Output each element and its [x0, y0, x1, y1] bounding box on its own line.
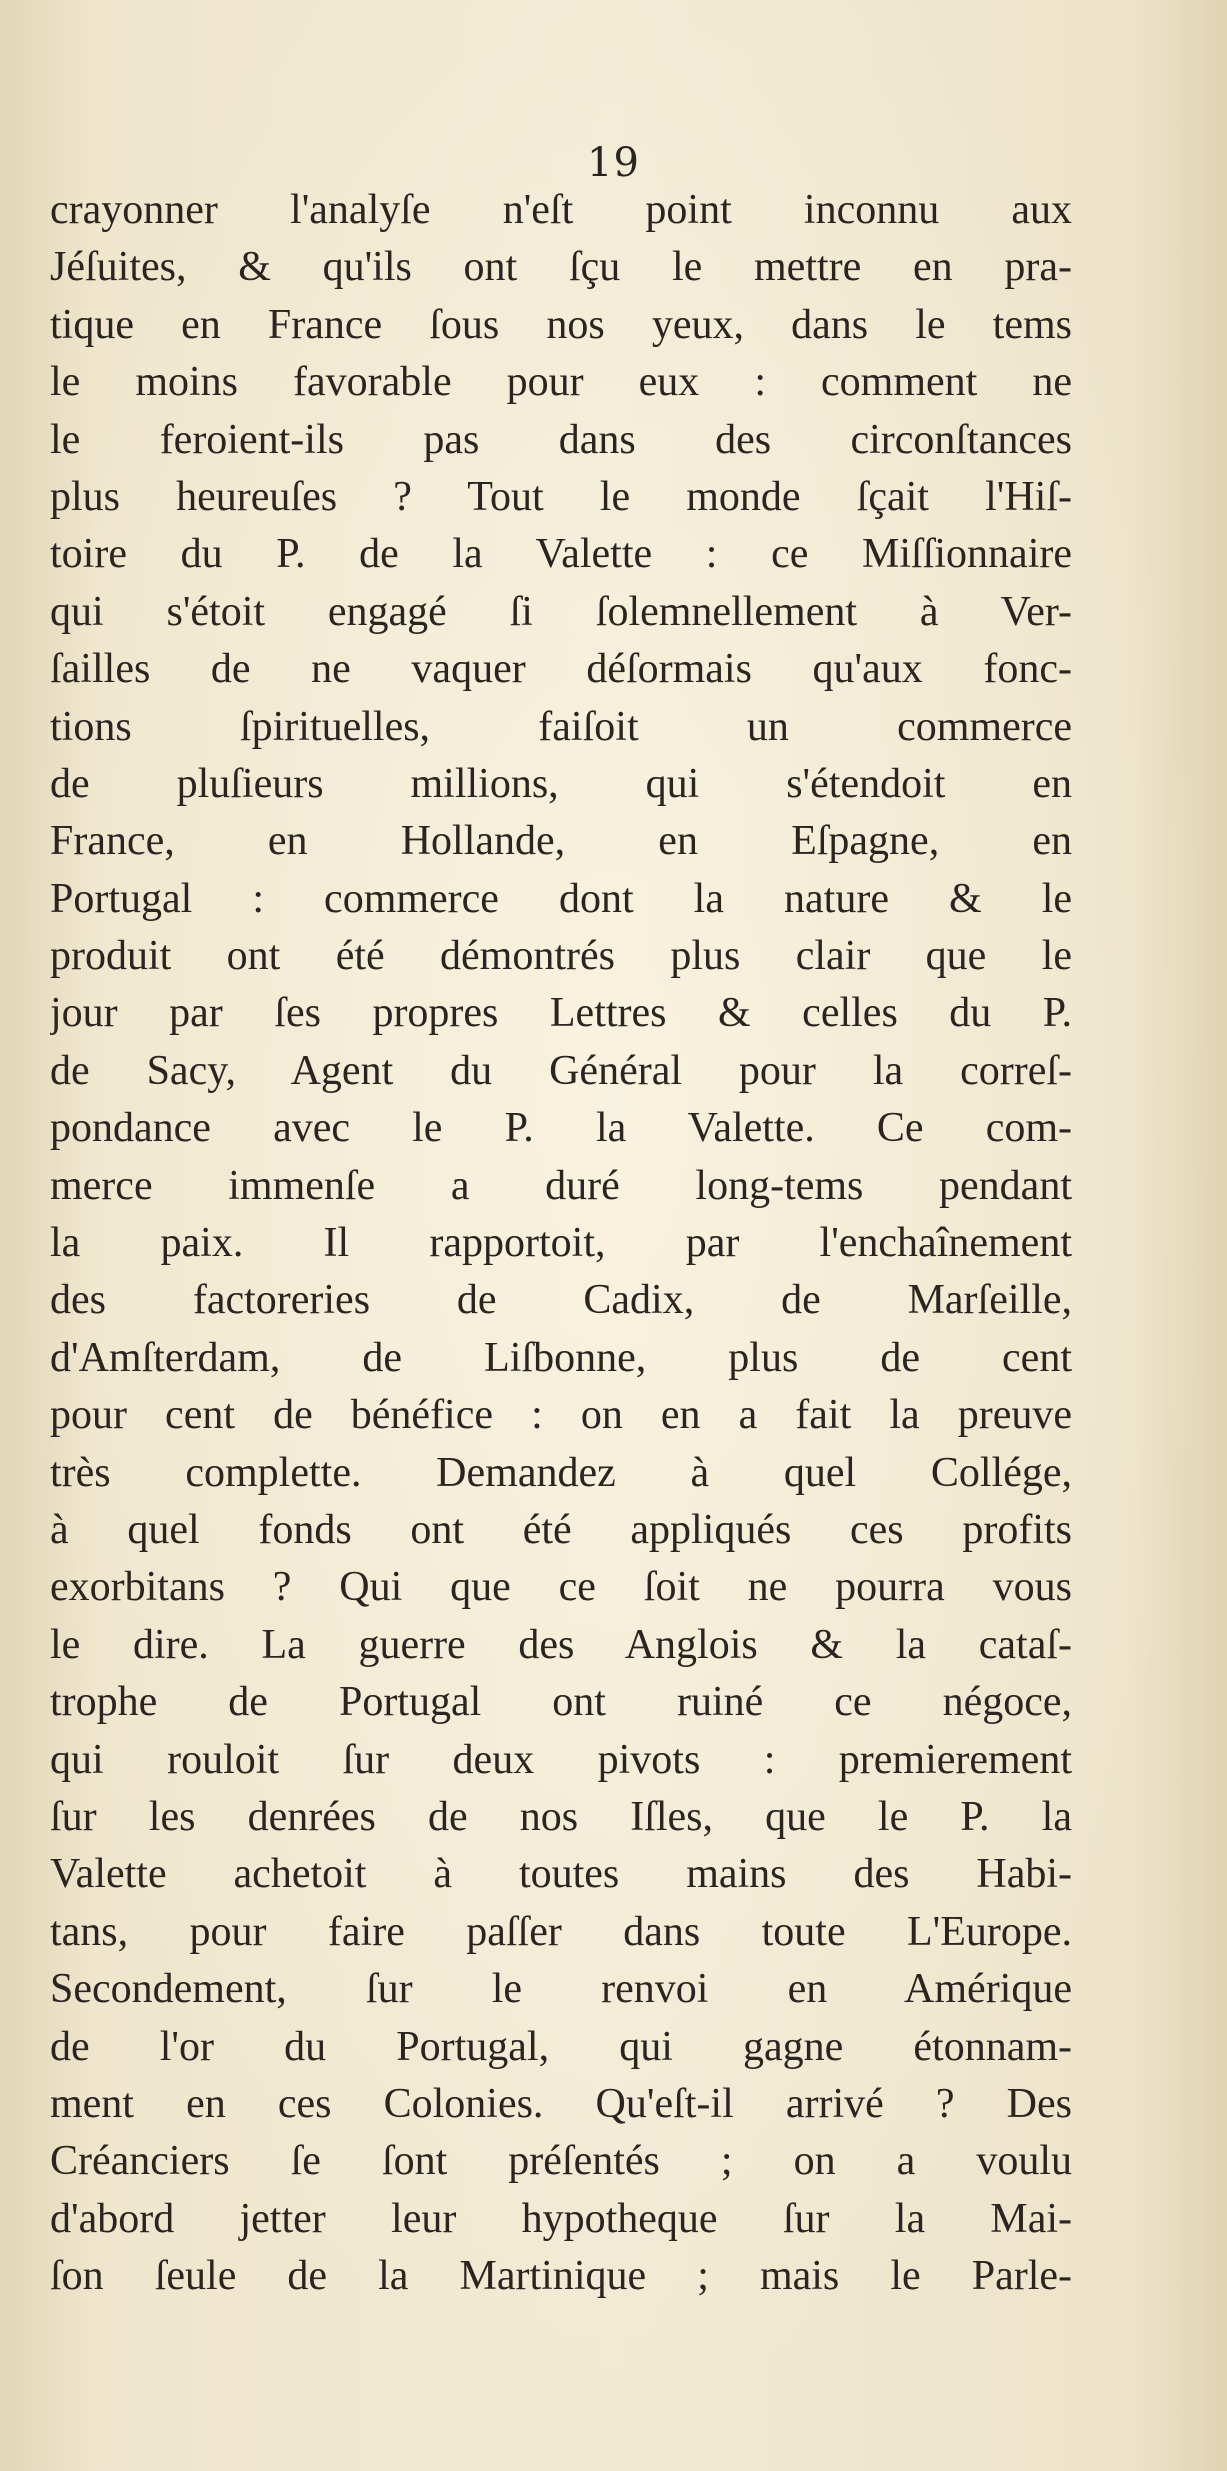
text-line: Jéſuites, & qu'ils ont ſçu le mettre en pra-	[50, 244, 1072, 291]
text-line: des factoreries de Cadix, de Marſeille,	[50, 1277, 1072, 1324]
text-line: ſon ſeule de la Martinique ; mais le Parle-	[50, 2253, 1072, 2300]
text-line: pondance avec le P. la Valette. Ce com-	[50, 1105, 1072, 1152]
text-line: qui s'étoit engagé ſi ſolemnellement à Ver-	[50, 588, 1072, 635]
text-line: d'Amſterdam, de Liſbonne, plus de cent	[50, 1334, 1072, 1381]
text-line: pour cent de bénéfice : on en a fait la preuve	[50, 1392, 1072, 1439]
text-line: jour par ſes propres Lettres & celles du P.	[50, 990, 1072, 1037]
text-line: tions ſpirituelles, faiſoit un commerce	[50, 703, 1072, 750]
text-line: merce immenſe a duré long-tems pendant	[50, 1162, 1072, 1209]
text-line: Valette achetoit à toutes mains des Habi-	[50, 1851, 1072, 1898]
text-line: de pluſieurs millions, qui s'étendoit en	[50, 760, 1072, 807]
text-line: trophe de Portugal ont ruiné ce négoce,	[50, 1679, 1072, 1726]
text-line: de l'or du Portugal, qui gagne étonnam-	[50, 2023, 1072, 2070]
text-line: qui rouloit ſur deux pivots : premierement	[50, 1736, 1072, 1783]
text-line: toire du P. de la Valette : ce Miſſionnaire	[50, 531, 1072, 578]
text-line: d'abord jetter leur hypotheque ſur la Mai-	[50, 2195, 1072, 2242]
text-line: ſailles de ne vaquer déſormais qu'aux fonc-	[50, 646, 1072, 693]
page-number: 19	[587, 140, 640, 186]
text-line: plus heureuſes ? Tout le monde ſçait l'Hiſ-	[50, 473, 1072, 520]
body-text	[50, 182, 1072, 2305]
text-line: le moins favorable pour eux : comment ne	[50, 359, 1072, 406]
text-line: le dire. La guerre des Anglois & la cataſ-	[50, 1621, 1072, 1668]
text-line: de Sacy, Agent du Général pour la correſ-	[50, 1047, 1072, 1094]
text-line: le feroient-ils pas dans des circonſtances	[50, 416, 1072, 463]
text-line: Portugal : commerce dont la nature & le	[50, 875, 1072, 922]
text-line: très complette. Demandez à quel Collége,	[50, 1449, 1072, 1496]
text-line: Secondement, ſur le renvoi en Amérique	[50, 1966, 1072, 2013]
text-line: ſur les denrées de nos Iſles, que le P. la	[50, 1793, 1072, 1840]
text-line: tans, pour faire paſſer dans toute L'Europe.	[50, 1908, 1072, 1955]
text-line: la paix. Il rapportoit, par l'enchaînement	[50, 1220, 1072, 1267]
text-line: produit ont été démontrés plus clair que le	[50, 933, 1072, 980]
text-line: Créanciers ſe ſont préſentés ; on a voulu	[50, 2138, 1072, 2185]
text-line: ment en ces Colonies. Qu'eſt-il arrivé ? Des	[50, 2080, 1072, 2127]
text-line: tique en France ſous nos yeux, dans le tems	[50, 301, 1072, 348]
text-line: crayonner l'analyſe n'eſt point inconnu aux	[50, 187, 1072, 233]
text-line: exorbitans ? Qui que ce ſoit ne pourra vous	[50, 1564, 1072, 1611]
text-line: France, en Hollande, en Eſpagne, en	[50, 818, 1072, 865]
text-line: à quel fonds ont été appliqués ces profits	[50, 1506, 1072, 1553]
